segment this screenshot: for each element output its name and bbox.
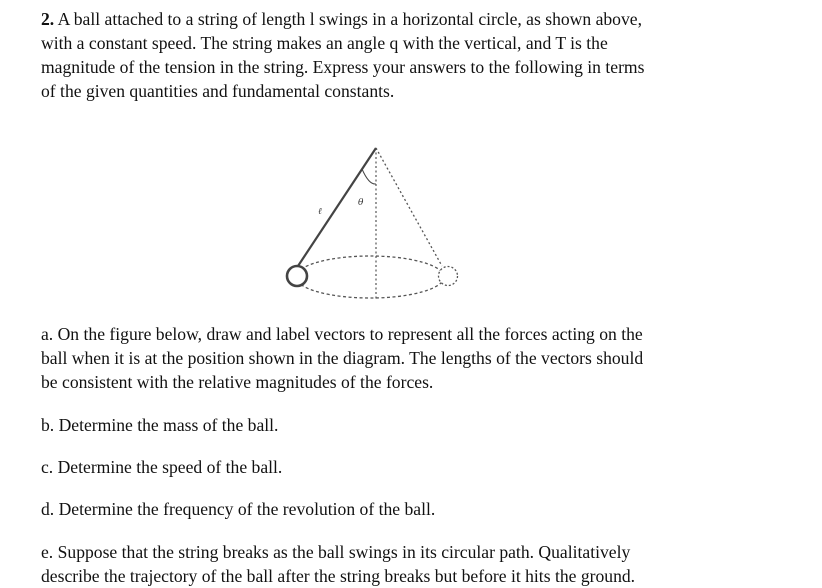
question-a-line: ball when it is at the position shown in the diagram. The lengths of the vectors should	[41, 348, 644, 368]
problem-line: magnitude of the tension in the string. Express your answers to the following in terms	[41, 57, 645, 77]
conical-pendulum-figure	[270, 138, 480, 308]
problem-line: with a constant speed. The string makes an angle q with the vertical, and T is the	[41, 33, 608, 53]
problem-line	[41, 7, 644, 31]
string-line	[298, 148, 376, 266]
circular-path	[296, 256, 444, 298]
question-b: b. Determine the mass of the ball.	[41, 415, 279, 435]
cone-edge-line	[376, 148, 442, 266]
ball	[287, 266, 307, 286]
question-a	[41, 322, 643, 394]
ghost-ball	[439, 267, 458, 286]
question-d: d. Determine the frequency of the revolution of the ball.	[41, 499, 436, 519]
problem-intro-text: A ball attached to a string of length l swings in a horizontal circle, as shown above,	[54, 9, 642, 29]
question-e-line: e. Suppose that the string breaks as the ball swings in its circular path. Qualitatively	[41, 542, 631, 562]
problem-number: 2.	[41, 9, 55, 29]
question-e-line: describe the trajectory of the ball after the string breaks but before it hits the ground.	[41, 566, 636, 586]
problem-line: of the given quantities and fundamental constants.	[41, 81, 395, 101]
angle-arc	[362, 169, 376, 184]
question-c: c. Determine the speed of the ball.	[41, 457, 283, 477]
question-a-line: be consistent with the relative magnitudes of the forces.	[41, 372, 434, 392]
problem-statement	[41, 7, 644, 103]
string-length-label: ℓ	[318, 207, 322, 217]
question-a-line: a. On the figure below, draw and label vectors to represent all the forces acting on the	[41, 324, 643, 344]
angle-label: θ	[358, 198, 364, 208]
question-e	[41, 540, 635, 588]
